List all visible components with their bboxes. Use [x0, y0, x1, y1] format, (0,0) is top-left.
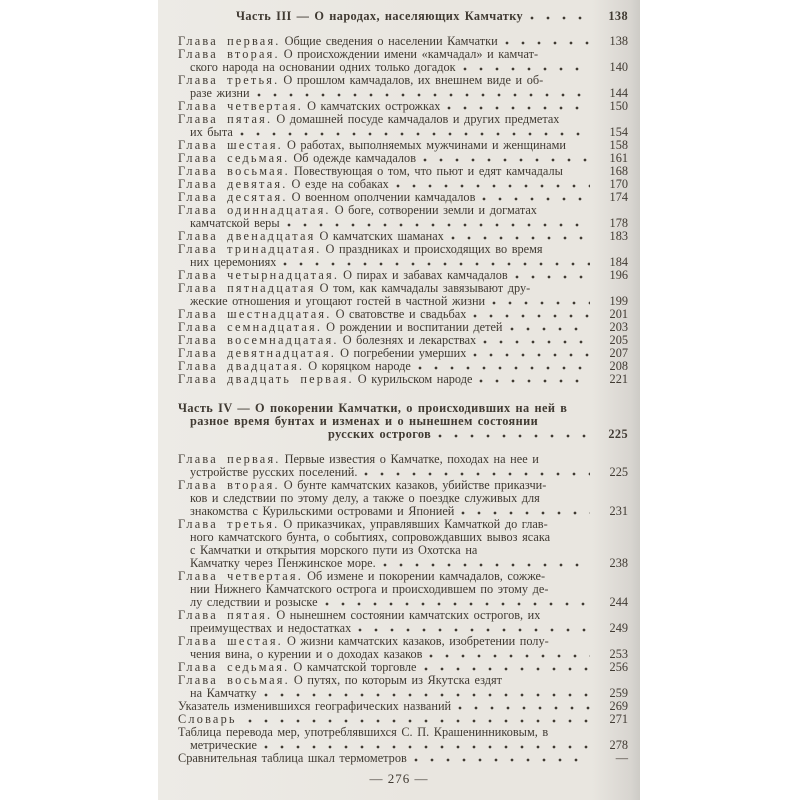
- toc-row: [178, 544, 640, 557]
- entry-title: О работах, выполняемых мужчинами и женщинами: [286, 139, 566, 152]
- dot-leader: [573, 140, 590, 152]
- page-number: 244: [609, 595, 628, 609]
- toc-row: [178, 609, 640, 622]
- dot-leader: [429, 649, 590, 661]
- toc-part-header: [178, 415, 640, 428]
- entry-title: Камчатку через Пенжинское море.: [190, 557, 376, 570]
- page-number: 150: [609, 99, 628, 113]
- entry-title: Указатель изменившихся географических названий: [178, 700, 452, 713]
- chapter-label: Глава десятая.: [178, 191, 288, 204]
- page-footer-number: — 276 —: [369, 771, 429, 786]
- dot-leader: [574, 403, 590, 415]
- dot-leader: [552, 571, 590, 583]
- dot-leader: [358, 623, 590, 635]
- page-number: 168: [609, 164, 628, 178]
- dot-leader: [264, 740, 590, 752]
- dot-leader: [546, 454, 590, 466]
- entry-text: [178, 282, 530, 295]
- dot-leader: [283, 257, 590, 269]
- page-number: 184: [609, 255, 628, 269]
- entry-text: [190, 583, 548, 596]
- entry-text: [190, 466, 357, 479]
- entry-text: [178, 74, 543, 87]
- page-number: 161: [609, 151, 628, 165]
- entry-title: О камчатской торговле: [293, 661, 417, 674]
- entry-title: русских острогов: [328, 428, 432, 441]
- page-number: 278: [609, 738, 628, 752]
- entry-text: [178, 713, 241, 726]
- entry-title: О боге, сотворении земли и догматах: [334, 204, 537, 217]
- chapter-label: Глава тринадцатая.: [178, 243, 322, 256]
- entry-text: [178, 165, 563, 178]
- dot-leader: [473, 309, 590, 321]
- chapter-label: Глава седьмая.: [178, 152, 290, 165]
- toc-row: [178, 661, 640, 674]
- entry-title: Об одежде камчадалов: [293, 152, 417, 165]
- page-number: 271: [609, 712, 628, 726]
- dot-leader: [240, 127, 590, 139]
- entry-title: метрические: [190, 739, 257, 752]
- entry-text: [190, 217, 280, 230]
- dot-leader: [257, 88, 590, 100]
- toc-row: [178, 739, 640, 752]
- page-number: 249: [609, 621, 628, 635]
- toc-row: [178, 191, 640, 204]
- chapter-label: Глава семнадцатая.: [178, 321, 323, 334]
- dot-leader: [414, 753, 590, 765]
- toc-row: [178, 373, 640, 386]
- entry-text: [190, 492, 540, 505]
- toc-row: [178, 243, 640, 256]
- page-number: 207: [609, 346, 628, 360]
- entry-title: О погребении умерших: [340, 347, 467, 360]
- chapter-label: Глава седьмая.: [178, 661, 290, 674]
- dot-leader: [248, 714, 590, 726]
- entry-title: их быта: [190, 126, 233, 139]
- dot-leader: [424, 662, 591, 674]
- page-number: 201: [609, 307, 628, 321]
- entry-text: [236, 10, 523, 23]
- entry-text: [178, 321, 503, 334]
- entry-title: ного камчатского бунта, о событиях, сопровождавших вывоз ясака: [190, 531, 551, 544]
- toc-row: [178, 48, 640, 61]
- entry-text: [178, 373, 472, 386]
- dot-leader: [458, 701, 590, 713]
- dot-leader: [451, 231, 590, 243]
- toc-row: [178, 700, 640, 713]
- dot-leader: [438, 429, 590, 441]
- chapter-label: Глава третья.: [178, 74, 280, 87]
- page-number: 203: [609, 320, 628, 334]
- toc-row: [178, 61, 640, 74]
- toc-row: [178, 321, 640, 334]
- toc-row: [178, 505, 640, 518]
- entry-title: Общие сведения о населении Камчатки: [284, 35, 498, 48]
- page-number: 253: [609, 647, 628, 661]
- entry-title: О домашней посуде камчадалов и других предметах: [276, 113, 560, 126]
- dot-leader: [423, 153, 590, 165]
- dot-leader: [463, 62, 590, 74]
- toc-row: [178, 596, 640, 609]
- entry-text: [190, 87, 250, 100]
- page-number: 259: [609, 686, 628, 700]
- entry-text: [190, 531, 550, 544]
- dot-leader: [383, 558, 590, 570]
- dot-leader: [547, 493, 590, 505]
- page-number: 208: [609, 359, 628, 373]
- dot-leader: [555, 727, 590, 739]
- toc-row: [178, 648, 640, 661]
- entry-text: [178, 609, 540, 622]
- toc-rows: [178, 10, 640, 765]
- entry-text: [178, 402, 567, 415]
- entry-text: [190, 687, 257, 700]
- page-number: 140: [609, 60, 628, 74]
- entry-text: [178, 35, 498, 48]
- toc-row: [178, 256, 640, 269]
- chapter-label: Словарь: [178, 713, 237, 726]
- page-number: 158: [609, 138, 628, 152]
- dot-leader: [287, 218, 590, 230]
- toc-row: [178, 674, 640, 687]
- entry-title: ского народа на основании одних только догадок: [190, 61, 456, 74]
- toc-row: [178, 334, 640, 347]
- toc-row: [178, 453, 640, 466]
- entry-title: О жизни камчатских казаков, изобретении полу-: [286, 635, 549, 648]
- page-number: 205: [609, 333, 628, 347]
- toc-row: [178, 100, 640, 113]
- entry-title: с Камчатки и открытия морского пути из Охотска на: [190, 544, 478, 557]
- chapter-label: Глава шестая.: [178, 139, 283, 152]
- entry-title: О бунте камчатских казаков, убийстве приказчи-: [283, 479, 547, 492]
- entry-title: лу следствии и розыске: [190, 596, 318, 609]
- toc-row: [178, 295, 640, 308]
- dot-leader: [509, 675, 590, 687]
- entry-text: [178, 674, 502, 687]
- dot-leader: [566, 114, 590, 126]
- entry-text: [178, 48, 538, 61]
- entry-text: [190, 415, 538, 428]
- toc-row: [178, 347, 640, 360]
- page-number: 174: [609, 190, 628, 204]
- page-number: 178: [609, 216, 628, 230]
- dot-leader: [547, 610, 590, 622]
- entry-title: жеские отношения и угощают гостей в частной жизни: [190, 295, 486, 308]
- toc-row: [178, 87, 640, 100]
- toc-row: [178, 204, 640, 217]
- entry-text: [178, 152, 416, 165]
- dot-leader: [550, 75, 590, 87]
- entry-title: Сравнительная таблица шкал термометров: [178, 752, 407, 765]
- toc-row: [178, 165, 640, 178]
- dot-leader: [264, 688, 590, 700]
- page-number: 183: [609, 229, 628, 243]
- entry-text: [178, 453, 539, 466]
- page-number: 231: [609, 504, 628, 518]
- chapter-label: Глава первая.: [178, 35, 281, 48]
- entry-text: [190, 61, 456, 74]
- page-number: 221: [609, 372, 628, 386]
- entry-text: [190, 505, 454, 518]
- dot-leader: [364, 467, 590, 479]
- entry-title: преимуществах и недостатках: [190, 622, 352, 635]
- dot-leader: [555, 584, 590, 596]
- page-number: —: [615, 751, 628, 765]
- entry-title: нии Нижнего Камчатского острога и происходившем по этому де-: [190, 583, 549, 596]
- entry-title: Первые известия о Камчатке, походах на нее и: [284, 453, 539, 466]
- dot-leader: [482, 192, 590, 204]
- dot-leader: [492, 296, 590, 308]
- entry-title: О праздниках и происходящих во время: [325, 243, 543, 256]
- toc-row: [178, 479, 640, 492]
- entry-text: [178, 100, 440, 113]
- chapter-label: Глава пятая.: [178, 113, 273, 126]
- entry-title: О приказчиках, управлявших Камчаткой до глав-: [283, 518, 548, 531]
- entry-title: О болезнях и лекарствах: [342, 334, 477, 347]
- entry-text: [178, 360, 411, 373]
- entry-title: Таблица перевода мер, употреблявшихся С. П. Крашенинниковым, в: [178, 726, 549, 739]
- page-number: 196: [609, 268, 628, 282]
- page-number: 238: [609, 556, 628, 570]
- dot-leader: [447, 101, 590, 113]
- page-number: 154: [609, 125, 628, 139]
- entry-title: О прошлом камчадалов, их внешнем виде и об-: [283, 74, 544, 87]
- chapter-label: Глава четвертая.: [178, 100, 304, 113]
- toc-row: [178, 622, 640, 635]
- entry-title: О нынешнем состоянии камчатских острогов, их: [276, 609, 541, 622]
- toc-row: [178, 282, 640, 295]
- chapter-label: Глава пятнадцатая: [178, 282, 316, 295]
- entry-text: [328, 428, 431, 441]
- toc-row: [178, 308, 640, 321]
- chapter-label: Глава вторая.: [178, 479, 280, 492]
- entry-title: О военном ополчении камчадалов: [291, 191, 476, 204]
- toc-row: [178, 518, 640, 531]
- entry-title: Часть IV — О покорении Камчатки, о происходивших на ней в: [178, 402, 568, 415]
- dot-leader: [570, 166, 590, 178]
- toc-row: [178, 492, 640, 505]
- toc-row: [178, 466, 640, 479]
- dot-leader: [544, 205, 590, 217]
- page-number: 225: [609, 465, 628, 479]
- toc-row: [178, 726, 640, 739]
- page-number: 138: [609, 34, 628, 48]
- chapter-label: Глава одиннадцатая.: [178, 204, 331, 217]
- entry-title: О сватовстве и свадьбах: [335, 308, 467, 321]
- toc-part-header: [178, 10, 640, 23]
- dot-leader: [530, 11, 590, 23]
- toc-row: [178, 687, 640, 700]
- entry-text: [178, 230, 444, 243]
- entry-title: устройстве русских поселений.: [190, 466, 358, 479]
- entry-text: [178, 726, 548, 739]
- dot-leader: [325, 597, 590, 609]
- entry-title: Часть III — О народах, населяющих Камчатку: [236, 10, 524, 23]
- entry-title: Об измене и покорении камчадалов, сожже-: [307, 570, 546, 583]
- entry-text: [178, 700, 451, 713]
- entry-text: [190, 126, 233, 139]
- page-number: 269: [609, 699, 628, 713]
- entry-title: О том, как камчадалы завязывают дру-: [319, 282, 531, 295]
- chapter-label: Глава девятнадцатая.: [178, 347, 337, 360]
- chapter-label: Глава двадцать первая.: [178, 373, 354, 386]
- entry-text: [178, 178, 389, 191]
- dot-leader: [510, 322, 591, 334]
- toc-row: [178, 583, 640, 596]
- entry-text: [190, 648, 422, 661]
- page-number: 138: [608, 9, 628, 23]
- chapter-label: Глава пятая.: [178, 609, 273, 622]
- page-number: 199: [609, 294, 628, 308]
- entry-text: [178, 113, 559, 126]
- entry-title: О камчатских острожках: [307, 100, 441, 113]
- entry-title: О рождении и воспитании детей: [326, 321, 503, 334]
- chapter-label: Глава двенадцатая: [178, 230, 316, 243]
- entry-text: [190, 557, 376, 570]
- entry-title: О происхождении имени «камчадал» и камчат-: [283, 48, 539, 61]
- entry-text: [178, 518, 548, 531]
- toc-row: [178, 752, 640, 765]
- entry-title: камчатской веры: [190, 217, 280, 230]
- entry-title: Повествующая о том, что пьют и едят камчадалы: [293, 165, 563, 178]
- entry-text: [190, 544, 477, 557]
- toc-row: [178, 557, 640, 570]
- entry-text: [178, 204, 537, 217]
- entry-text: [178, 635, 549, 648]
- chapter-label: Глава шестая.: [178, 635, 283, 648]
- chapter-label: Глава четвертая.: [178, 570, 304, 583]
- entry-title: чения вина, о курении и о доходах казаков: [190, 648, 423, 661]
- entry-title: О путях, по которым из Якутска ездят: [293, 674, 503, 687]
- entry-title: О камчатских шаманах: [319, 230, 444, 243]
- entry-text: [190, 622, 351, 635]
- page-number: 170: [609, 177, 628, 191]
- entry-text: [178, 479, 546, 492]
- entry-title: на Камчатку: [190, 687, 257, 700]
- toc-row: [178, 269, 640, 282]
- toc-part-header: [178, 428, 640, 441]
- dot-leader: [418, 361, 590, 373]
- dot-leader: [556, 636, 590, 648]
- dot-leader: [553, 480, 590, 492]
- dot-leader: [515, 270, 590, 282]
- entry-text: [178, 334, 476, 347]
- toc-row: [178, 139, 640, 152]
- toc-part-header: [178, 402, 640, 415]
- chapter-label: Глава двадцатая.: [178, 360, 305, 373]
- chapter-label: Глава четырнадцатая.: [178, 269, 340, 282]
- dot-leader: [396, 179, 590, 191]
- entry-text: [178, 570, 545, 583]
- entry-text: [190, 596, 318, 609]
- entry-text: [178, 191, 475, 204]
- dot-leader: [473, 348, 590, 360]
- scanned-page: [158, 0, 640, 800]
- dot-leader: [505, 36, 590, 48]
- toc-row: [178, 126, 640, 139]
- entry-text: [178, 308, 466, 321]
- chapter-label: Глава шестнадцатая.: [178, 308, 332, 321]
- entry-text: [190, 739, 257, 752]
- chapter-label: Глава первая.: [178, 453, 281, 466]
- toc-row: [178, 152, 640, 165]
- entry-text: [178, 347, 466, 360]
- entry-text: [178, 269, 508, 282]
- dot-leader: [479, 374, 590, 386]
- entry-title: О езде на собаках: [291, 178, 389, 191]
- dot-leader: [550, 244, 590, 256]
- chapter-label: Глава восьмая.: [178, 674, 290, 687]
- entry-title: разное время бунтах и изменах и о нынешнем состоянии: [190, 415, 539, 428]
- toc-row: [178, 74, 640, 87]
- entry-title: О пирах и забавах камчадалов: [343, 269, 508, 282]
- page-number: 256: [609, 660, 628, 674]
- toc-row: [178, 531, 640, 544]
- dot-leader: [483, 335, 590, 347]
- entry-text: [190, 256, 276, 269]
- dot-leader: [545, 416, 590, 428]
- entry-title: разе жизни: [190, 87, 250, 100]
- chapter-label: Глава девятая.: [178, 178, 288, 191]
- entry-text: [190, 295, 485, 308]
- chapter-label: Глава вторая.: [178, 48, 280, 61]
- toc-row: [178, 570, 640, 583]
- dot-leader: [537, 283, 590, 295]
- toc-row: [178, 35, 640, 48]
- chapter-label: Глава восемнадцатая.: [178, 334, 339, 347]
- page-number: 144: [609, 86, 628, 100]
- chapter-label: Глава третья.: [178, 518, 280, 531]
- toc-row: [178, 230, 640, 243]
- toc-row: [178, 217, 640, 230]
- dot-leader: [484, 545, 590, 557]
- page-number: 225: [608, 427, 628, 441]
- entry-text: [178, 243, 543, 256]
- entry-text: [178, 139, 566, 152]
- entry-title: ков и следствии по этому делу, а также о поездке служивых для: [190, 492, 540, 505]
- entry-text: [178, 752, 407, 765]
- toc-row: [178, 178, 640, 191]
- chapter-label: Глава восьмая.: [178, 165, 290, 178]
- entry-text: [178, 661, 417, 674]
- dot-leader: [557, 532, 590, 544]
- dot-leader: [461, 506, 590, 518]
- toc-row: [178, 635, 640, 648]
- toc-row: [178, 113, 640, 126]
- dot-leader: [545, 49, 590, 61]
- dot-leader: [555, 519, 590, 531]
- entry-title: О курильском народе: [357, 373, 473, 386]
- entry-title: них церемониях: [190, 256, 277, 269]
- entry-title: знакомства с Курильскими островами и Японией: [190, 505, 455, 518]
- toc-row: [178, 360, 640, 373]
- toc-row: [178, 713, 640, 726]
- entry-title: О коряцком народе: [308, 360, 411, 373]
